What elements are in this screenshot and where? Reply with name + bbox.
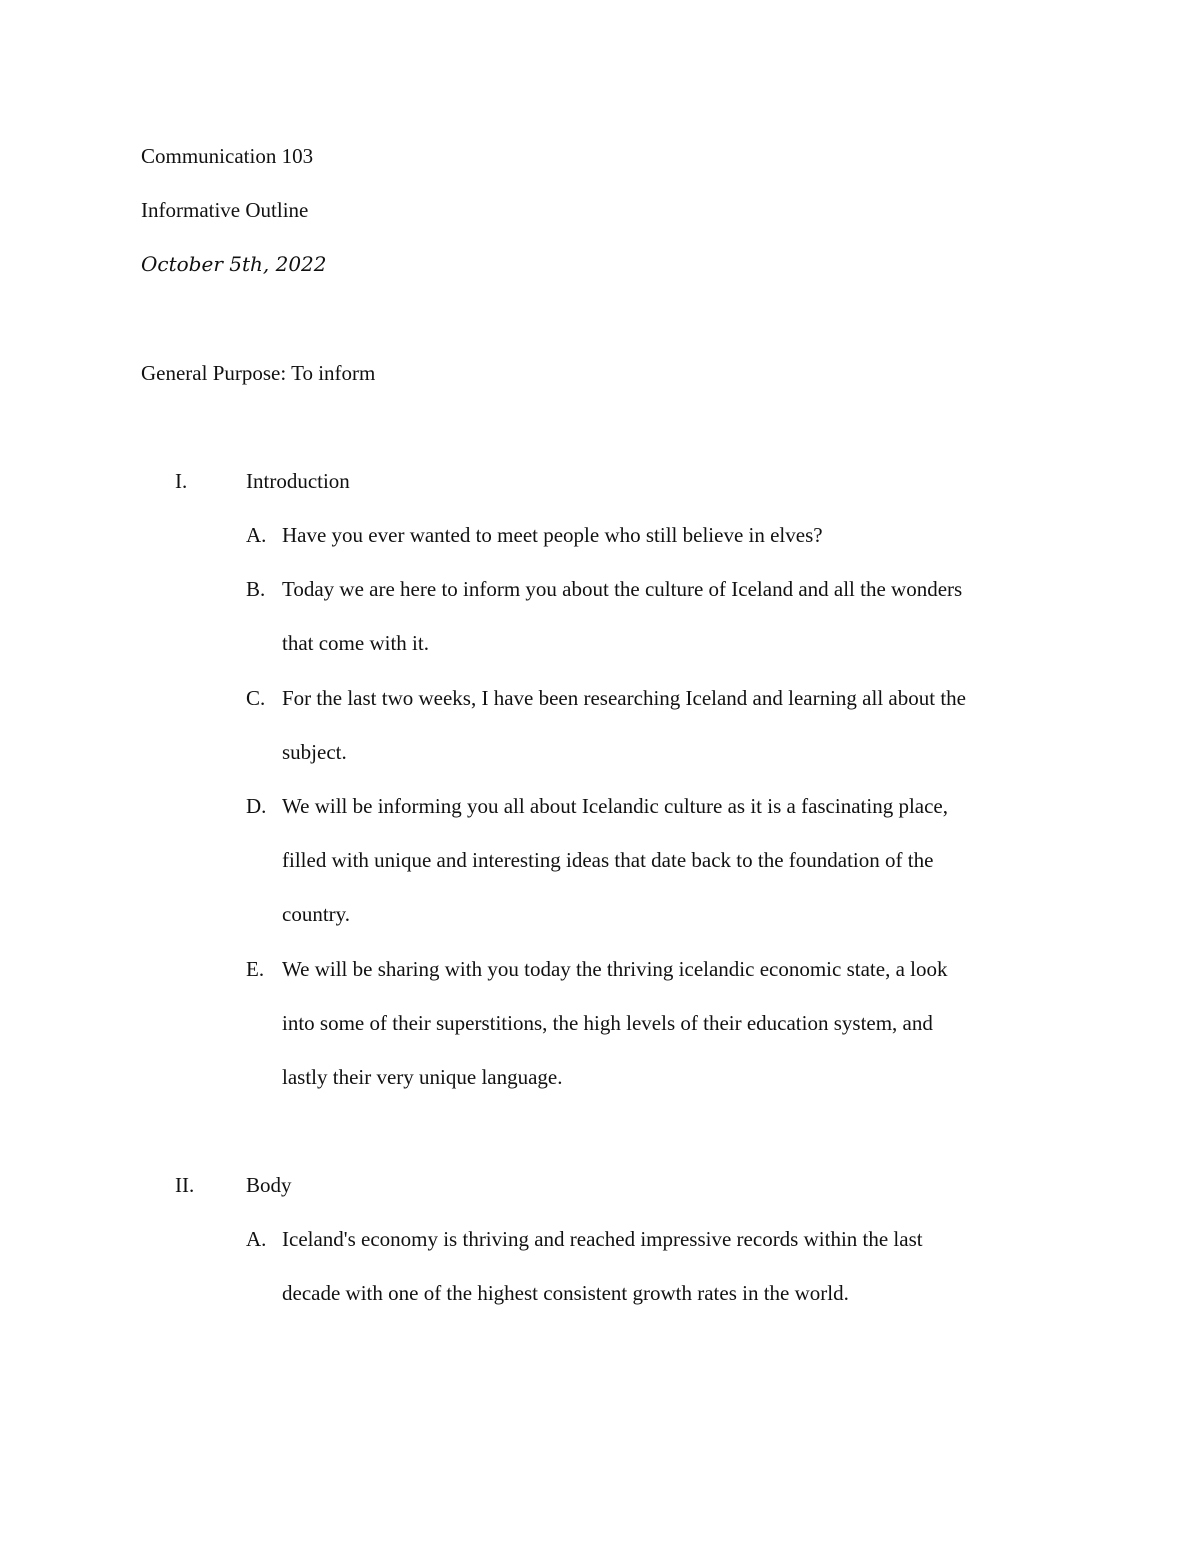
section-title: Body xyxy=(246,1173,292,1197)
section-title: Introduction xyxy=(246,469,350,493)
section-numeral: II. xyxy=(175,1173,195,1197)
outline-item-text: that come with it. xyxy=(282,631,429,655)
outline-item-text: decade with one of the highest consistent growth rates in the world. xyxy=(282,1281,849,1305)
item-letter: C. xyxy=(246,686,266,710)
document-date: October 5th, 2022 xyxy=(141,252,327,276)
outline-item-text: For the last two weeks, I have been researching Iceland and learning all about the xyxy=(282,686,966,710)
outline-item-text: country. xyxy=(282,902,351,926)
item-letter: B. xyxy=(246,577,266,601)
outline-item-text: Today we are here to inform you about the culture of Iceland and all the wonders xyxy=(282,577,963,601)
general-purpose: General Purpose: To inform xyxy=(141,361,376,385)
outline-item-text: We will be informing you all about Icelandic culture as it is a fascinating place, xyxy=(282,794,949,818)
assignment-title: Informative Outline xyxy=(141,198,309,222)
course-title: Communication 103 xyxy=(141,144,314,168)
section-numeral: I. xyxy=(175,469,188,493)
outline-item-text: We will be sharing with you today the thriving icelandic economic state, a look xyxy=(282,957,948,981)
item-letter: A. xyxy=(246,523,267,547)
outline-item-text: filled with unique and interesting ideas that date back to the foundation of the xyxy=(282,848,934,872)
outline-item-text: lastly their very unique language. xyxy=(282,1065,563,1089)
outline-item-text: Have you ever wanted to meet people who still believe in elves? xyxy=(282,523,823,547)
item-letter: E. xyxy=(246,957,265,981)
outline-item-text: subject. xyxy=(282,740,347,764)
item-letter: D. xyxy=(246,794,267,818)
outline-item-text: into some of their superstitions, the high levels of their education system, and xyxy=(282,1011,933,1035)
outline-item-text: Iceland's economy is thriving and reached impressive records within the last xyxy=(282,1227,923,1251)
item-letter: A. xyxy=(246,1227,267,1251)
